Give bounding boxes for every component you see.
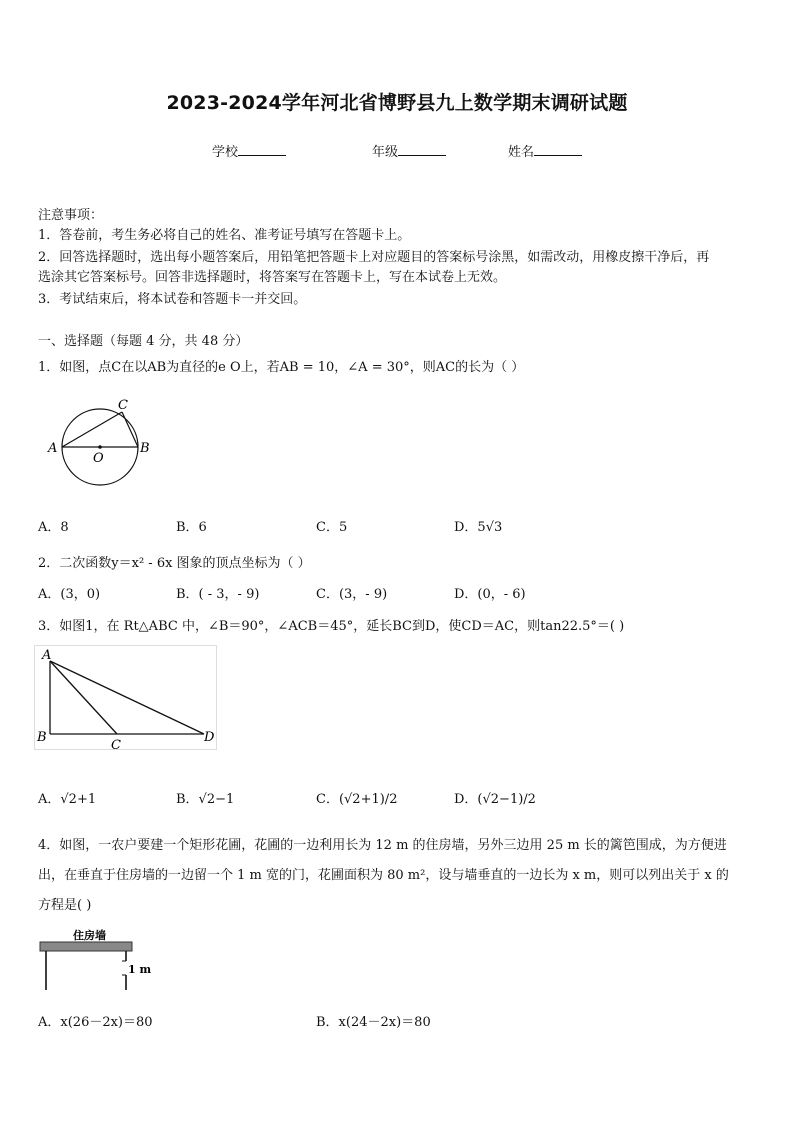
q3-option-b: B．√2−1 [176, 792, 235, 807]
name-blank [534, 143, 582, 156]
q3-label-c: C [111, 738, 121, 753]
q1-chord-ac [62, 412, 122, 447]
q3-stem: 3．如图1，在 Rt△ABC 中，∠B＝90°，∠ACB＝45°，延长BC到D，使CD＝AC，则tan22.5°＝( ) [38, 619, 625, 634]
q3-label-a: A [42, 648, 52, 663]
q1-option-a: A．8 [38, 520, 69, 535]
notice-heading: 注意事项： [38, 208, 104, 223]
q3-side-ad [50, 661, 204, 734]
q1-label-c: C [118, 398, 128, 413]
q4-wall-label: 住房墙 [73, 929, 106, 942]
q1-circle-figure [40, 395, 160, 490]
q1-option-c: C．5 [316, 520, 348, 535]
school-field [212, 141, 286, 160]
q1-chord-cb [122, 412, 138, 447]
q1-option-b: B．6 [176, 520, 207, 535]
q4-line-1: 4．如图，一农户要建一个矩形花圃，花圃的一边利用长为 12 m 的住房墙，另外三边用 25 m 长的篱笆围成，为方便进 [38, 838, 727, 853]
name-field [508, 141, 582, 160]
notice-item-2: 2．回答选择题时，选出每小题答案后，用铅笔把答题卡上对应题目的答案标号涂黑，如需改动，用橡皮擦干净后，再 [38, 250, 710, 265]
q2-option-a: A．(3，0) [38, 587, 101, 602]
q4-line-2: 出，在垂直于住房墙的一边留一个 1 m 宽的门，花圃面积为 80 m²，设与墙垂直的一边长为 x m，则可以列出关于 x 的 [38, 868, 729, 883]
grade-label: 年级 [372, 145, 399, 160]
section-heading: 一、选择题（每题 4 分，共 48 分） [38, 334, 249, 349]
q1-label-a: A [48, 441, 58, 456]
q4-garden-figure [38, 928, 158, 994]
q3-option-c: C．(√2+1)/2 [316, 792, 398, 807]
q3-side-ac [50, 661, 117, 734]
q1-stem: 1．如图，点C在以AB为直径的e O上，若AB = 10，∠A = 30°，则AC的长为（ ） [38, 360, 525, 375]
q3-label-d: D [204, 730, 215, 745]
q3-label-b: B [37, 730, 47, 745]
q3-triangle-figure [34, 645, 220, 755]
q1-label-b: B [140, 441, 150, 456]
name-label: 姓名 [508, 145, 535, 160]
q2-option-d: D．(0，- 6) [454, 587, 526, 602]
page-title: 2023-2024学年河北省博野县九上数学期末调研试题 [166, 92, 628, 114]
notice-item-3: 3．考试结束后，将本试卷和答题卡一并交回。 [38, 292, 307, 307]
q1-center-dot [98, 445, 102, 449]
notice-item-2-cont: 选涂其它答案标号。回答非选择题时，将答案写在答题卡上，写在本试卷上无效。 [38, 270, 507, 285]
q4-house-wall [40, 942, 132, 951]
q2-option-c: C．(3，- 9) [316, 587, 388, 602]
q4-option-a: A．x(26－2x)＝80 [38, 1015, 153, 1030]
q2-stem: 2．二次函数y＝x² - 6x 图象的顶点坐标为（ ） [38, 556, 311, 571]
notice-item-1: 1．答卷前，考生务必将自己的姓名、准考证号填写在答题卡上。 [38, 228, 411, 243]
school-blank [238, 143, 286, 156]
q1-option-d: D．5√3 [454, 520, 503, 535]
q4-option-b: B．x(24－2x)＝80 [316, 1015, 431, 1030]
q1-label-o: O [93, 451, 104, 466]
q2-option-b: B．( - 3，- 9) [176, 587, 260, 602]
grade-blank [398, 143, 446, 156]
q4-line-3: 方程是( ) [38, 898, 92, 913]
q3-option-d: D．(√2−1)/2 [454, 792, 536, 807]
school-label: 学校 [212, 145, 239, 160]
grade-field [372, 141, 446, 160]
q4-door-label: 1 m [128, 963, 152, 976]
q3-option-a: A．√2+1 [38, 792, 97, 807]
